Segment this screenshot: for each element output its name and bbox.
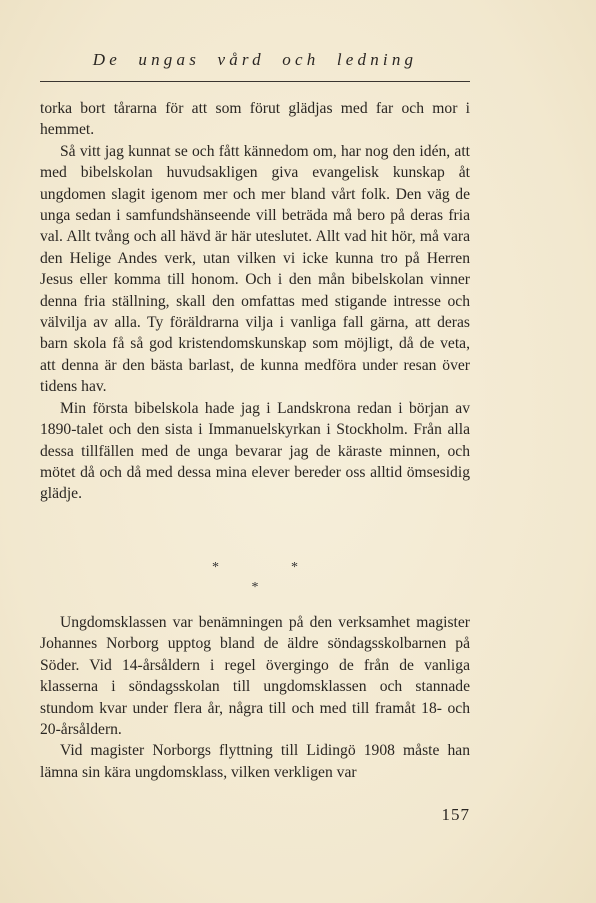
main-text-top	[40, 98, 470, 505]
paragraph: Vid magister Norborgs flyttning till Lidingö 1908 måste han lämna sin kära ungdomsklass, vilken verkligen var	[40, 742, 470, 781]
paragraph: Ungdomsklassen var benämningen på den verksamhet magister Johannes Norborg upptog bland de äldre söndagsskolbarnen på Söder. Vid 14-årsåldern i regel övergingo de från de vanliga klasserna i söndagsskolan till ungdomsklassen och stannade stundom kvar under flera år, några till och med till framåt 18- och 20-årsåldern.	[40, 614, 470, 739]
separator-star: *	[291, 560, 298, 575]
section-separator-top	[40, 560, 470, 576]
main-text-bottom	[40, 612, 470, 783]
paragraph: Så vitt jag kunnat se och fått kännedom om, har nog den idén, att med bibelskolan huvudsakligen giva evangelisk kunskap åt ungdomen slagit igenom mer och mer bland vårt folk. Den väg de unga sedan i samfundshänseende vill beträda må bero på deras fria val. Allt tvång och all hävd är här uteslutet. Allt vad hit hör, må vara den Helige Andes verk, utan vilken vi icke kunna tro på Herren Jesus eller komma till honom. Och i den mån bibelskolan vinner denna fria ställning, skall den omfattas med stigande intresse och välvilja av alla. Ty föräldrarna vilja i vanliga fall gärna, att deras barn skola få så god kristendomskunskap som möjligt, då de veta, att denna är den bästa barlast, de kunna medföra under resan över tidens hav.	[40, 142, 470, 396]
separator-star: *	[251, 580, 259, 595]
paragraph: torka bort tårarna för att som förut glädjas med far och mor i hemmet.	[40, 100, 470, 139]
running-header: De ungas vård och ledning	[92, 50, 418, 69]
header-rule	[40, 81, 470, 82]
paragraph: Min första bibelskola hade jag i Landskrona redan i början av 1890-talet och den sista i Immanuelskyrkan i Stockholm. Från alla dessa tillfällen med de unga bevarar jag de käraste minnen, och mötet då och då med dessa mina elever bereder oss alltid ömsesidig glädje.	[40, 399, 470, 503]
page-number: 157	[441, 805, 470, 824]
separator-star: *	[212, 560, 219, 575]
section-separator-bottom	[40, 580, 470, 596]
